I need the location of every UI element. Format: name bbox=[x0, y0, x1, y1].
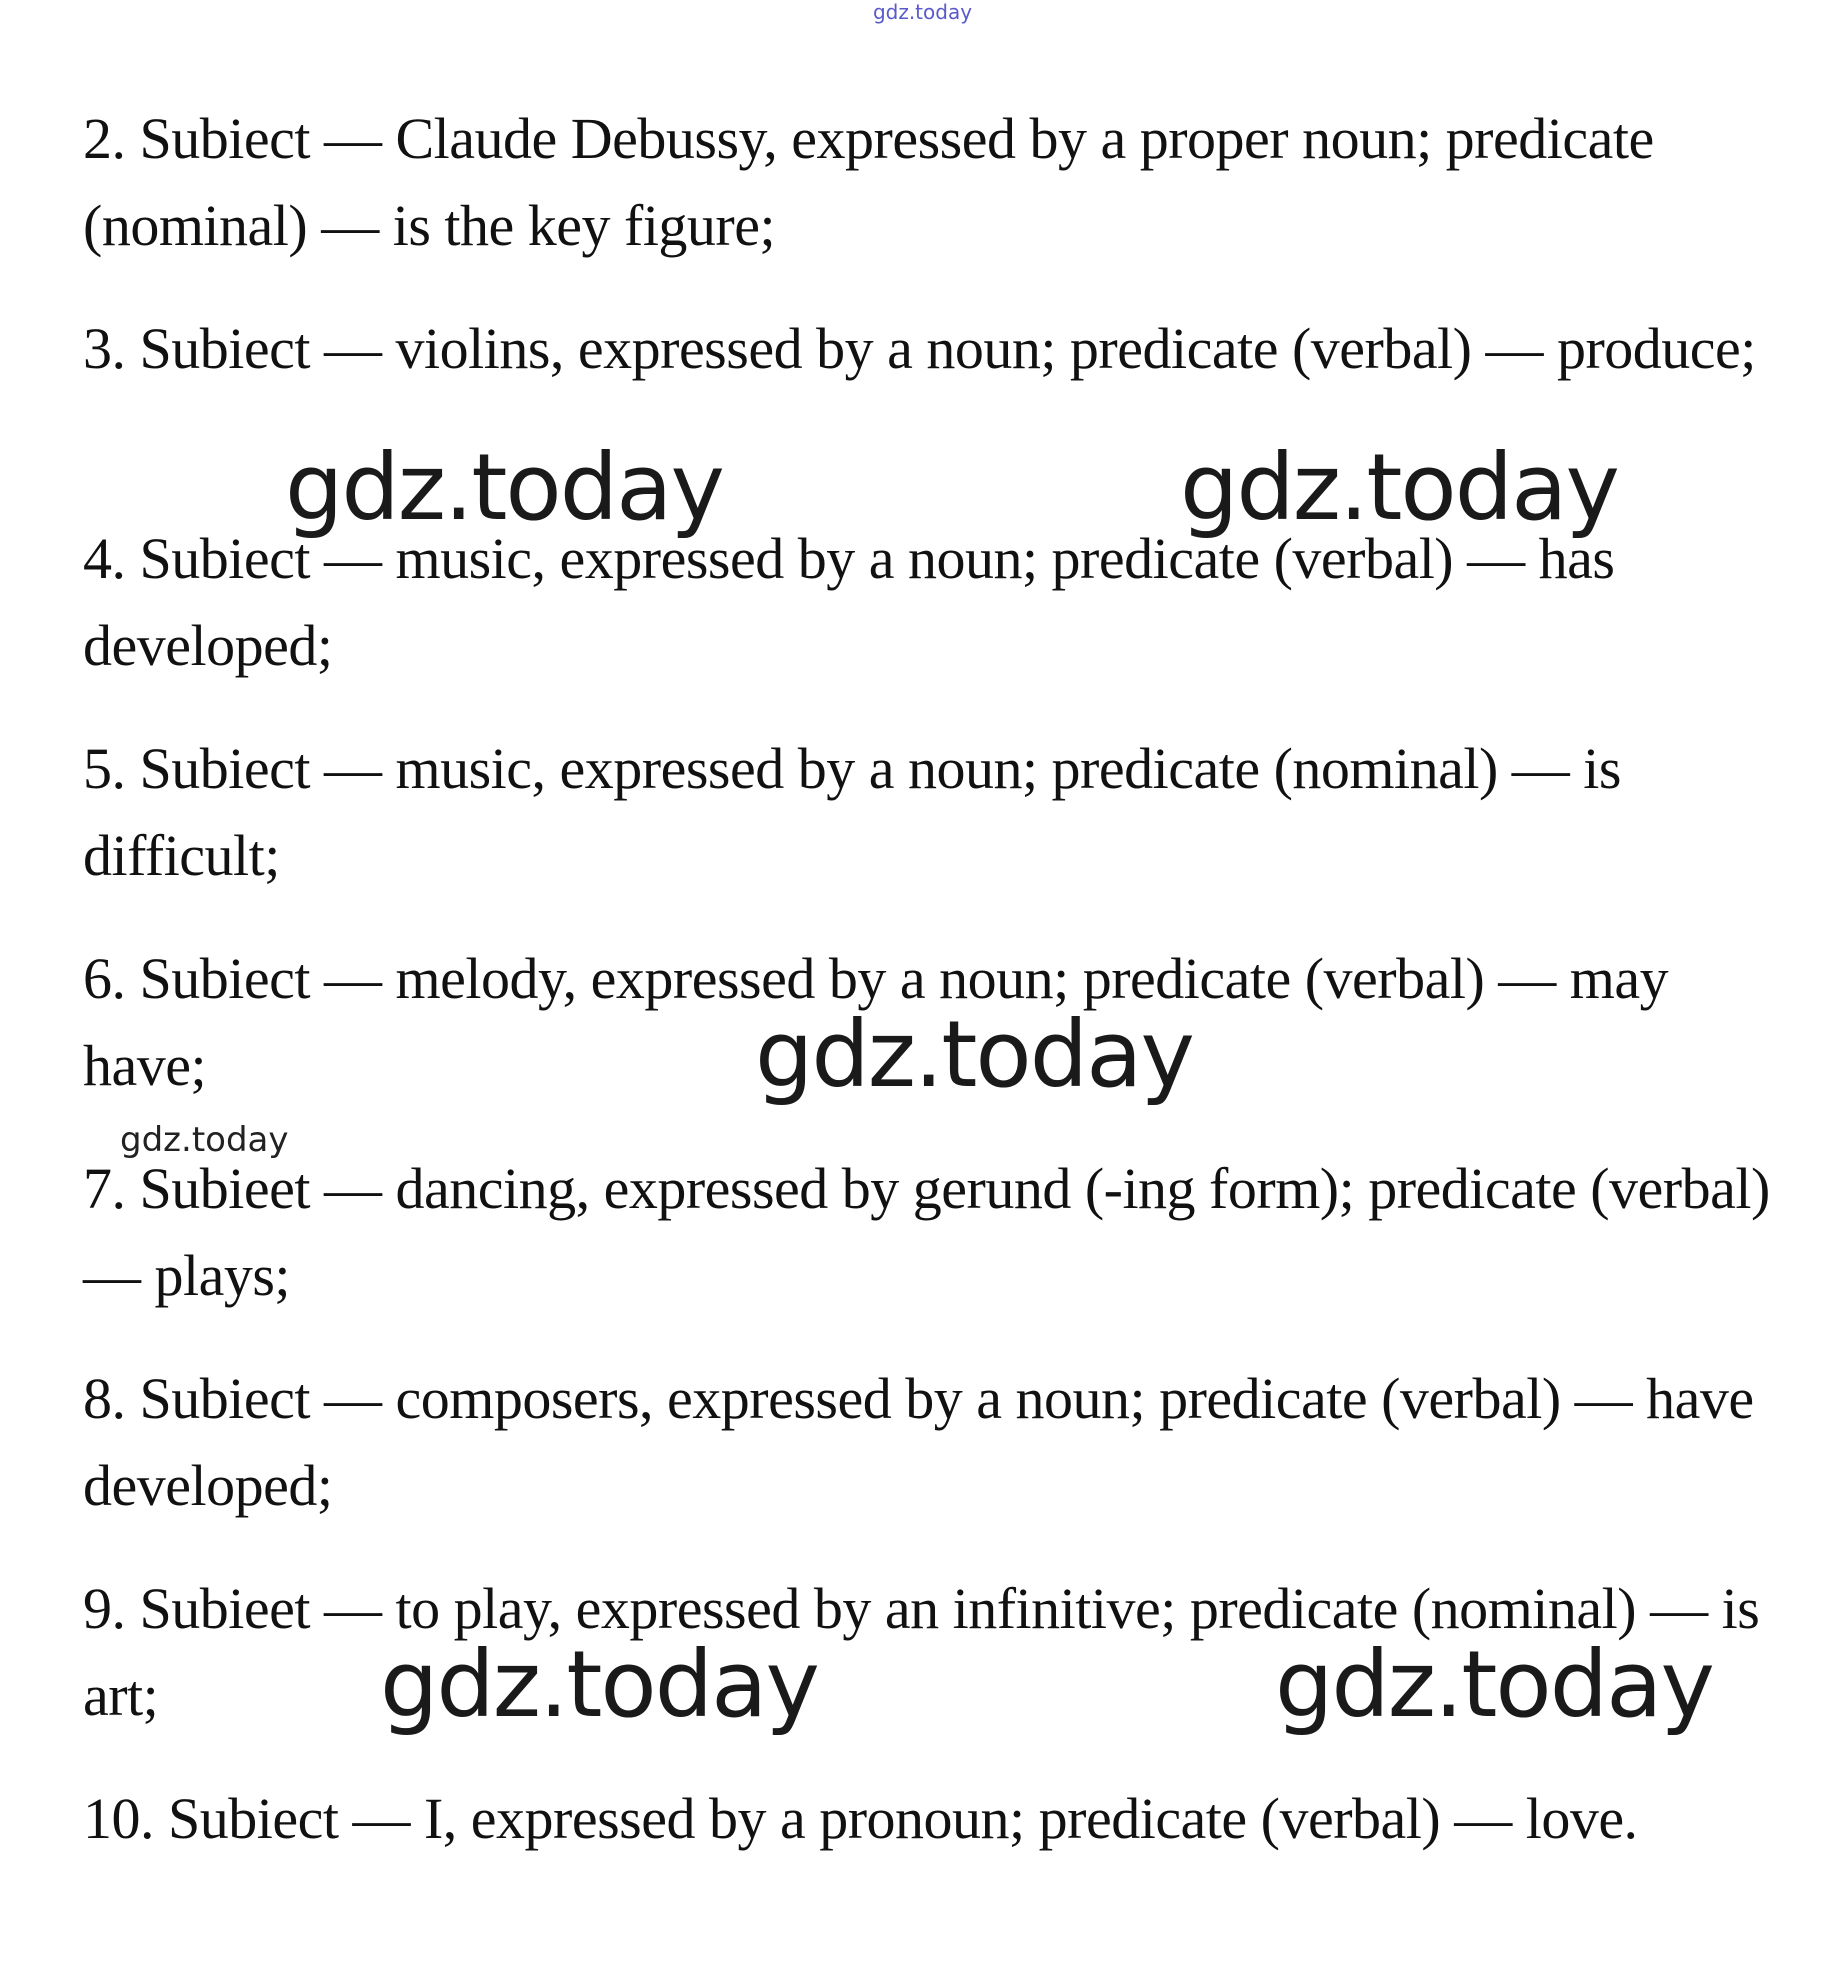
list-item-5: 5. Subiect — music, expressed by a noun; predicate (nominal) — is difficult; bbox=[83, 736, 1621, 888]
list-item-7: 7. Subieet — dancing, expressed by gerund (-ing form); predicate (verbal) — plays; bbox=[83, 1156, 1770, 1308]
watermark: gdz.today bbox=[1180, 434, 1618, 541]
watermark: gdz.today bbox=[380, 1631, 818, 1738]
list-item-2: 2. Subiect — Claude Debussy, expressed by a proper noun; predicate (nominal) — is the key figure; bbox=[83, 106, 1654, 258]
list-item-10: 10. Subiect — I, expressed by a pronoun; predicate (verbal) — love. bbox=[83, 1786, 1638, 1851]
list-item-3: 3. Subiect — violins, expressed by a noun; predicate (verbal) — produce; bbox=[83, 316, 1756, 381]
watermark: gdz.today bbox=[755, 1001, 1193, 1108]
header-watermark: gdz.today bbox=[872, 0, 973, 24]
list-item-8: 8. Subiect — composers, expressed by a noun; predicate (verbal) — have developed; bbox=[83, 1366, 1754, 1518]
list-item-9: 9. Subieet — to play, expressed by an infinitive; predicate (nominal) — is art; bbox=[83, 1576, 1760, 1728]
watermark-small: gdz.today bbox=[120, 1120, 289, 1160]
watermark: gdz.today bbox=[1275, 1631, 1713, 1738]
watermark: gdz.today bbox=[285, 434, 723, 541]
list-item-4: 4. Subiect — music, expressed by a noun; predicate (verbal) — has developed; bbox=[83, 526, 1615, 678]
list-item-6: 6. Subiect — melody, expressed by a noun; predicate (verbal) — may have; bbox=[83, 946, 1669, 1098]
